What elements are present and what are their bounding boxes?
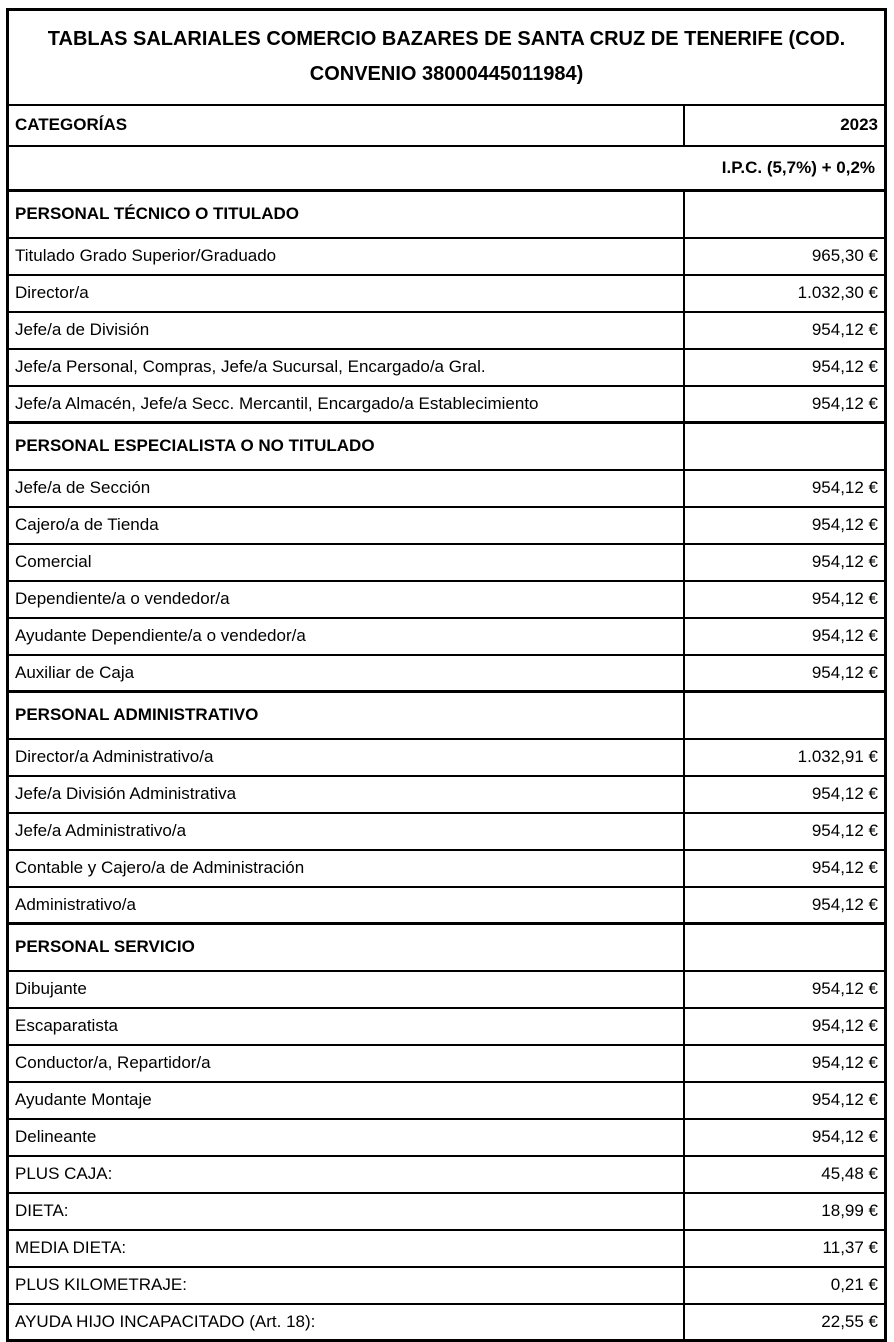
salary-value: 954,12 € bbox=[684, 1119, 886, 1156]
category-label: Administrativo/a bbox=[8, 887, 684, 924]
section-empty-cell bbox=[684, 191, 886, 238]
extra-value: 45,48 € bbox=[684, 1156, 886, 1193]
category-label: Delineante bbox=[8, 1119, 684, 1156]
table-row bbox=[8, 1267, 886, 1304]
extra-label: AYUDA HIJO INCAPACITADO (Art. 18): bbox=[8, 1304, 684, 1341]
ipc-note-row bbox=[8, 146, 886, 191]
table-row bbox=[8, 739, 886, 776]
table-row bbox=[8, 507, 886, 544]
table-row bbox=[8, 1156, 886, 1193]
category-label: Director/a Administrativo/a bbox=[8, 739, 684, 776]
category-label: Conductor/a, Repartidor/a bbox=[8, 1045, 684, 1082]
extra-value: 22,55 € bbox=[684, 1304, 886, 1341]
table-row bbox=[8, 470, 886, 507]
salary-value: 954,12 € bbox=[684, 1008, 886, 1045]
section-title-tecnico: PERSONAL TÉCNICO O TITULADO bbox=[8, 191, 684, 238]
category-label: Jefe/a Administrativo/a bbox=[8, 813, 684, 850]
category-label: Cajero/a de Tienda bbox=[8, 507, 684, 544]
extra-value: 0,21 € bbox=[684, 1267, 886, 1304]
salary-value: 954,12 € bbox=[684, 618, 886, 655]
category-label: Dibujante bbox=[8, 971, 684, 1008]
section-empty-cell bbox=[684, 692, 886, 739]
section-empty-cell bbox=[684, 924, 886, 971]
salary-value: 954,12 € bbox=[684, 349, 886, 386]
table-row bbox=[8, 581, 886, 618]
table-row bbox=[8, 887, 886, 924]
table-row bbox=[8, 386, 886, 423]
table-row bbox=[8, 655, 886, 692]
table-row bbox=[8, 238, 886, 275]
category-label: Contable y Cajero/a de Administración bbox=[8, 850, 684, 887]
section-header-row bbox=[8, 924, 886, 971]
table-row bbox=[8, 1119, 886, 1156]
extra-label: PLUS CAJA: bbox=[8, 1156, 684, 1193]
salary-value: 1.032,30 € bbox=[684, 275, 886, 312]
table-row bbox=[8, 1045, 886, 1082]
table-row bbox=[8, 1230, 886, 1267]
salary-value: 954,12 € bbox=[684, 386, 886, 423]
category-label: Jefe/a de Sección bbox=[8, 470, 684, 507]
salary-value: 954,12 € bbox=[684, 813, 886, 850]
category-label: Jefe/a Personal, Compras, Jefe/a Sucursal, Encargado/a Gral. bbox=[8, 349, 684, 386]
column-header-year: 2023 bbox=[684, 105, 886, 146]
extra-label: DIETA: bbox=[8, 1193, 684, 1230]
table-row bbox=[8, 776, 886, 813]
salary-value: 1.032,91 € bbox=[684, 739, 886, 776]
column-header-categorias: CATEGORÍAS bbox=[8, 105, 684, 146]
table-row bbox=[8, 850, 886, 887]
table-row bbox=[8, 1304, 886, 1341]
salary-value: 954,12 € bbox=[684, 507, 886, 544]
salary-value: 954,12 € bbox=[684, 312, 886, 349]
section-header-row bbox=[8, 191, 886, 238]
table-row bbox=[8, 1008, 886, 1045]
salary-table bbox=[6, 8, 887, 1342]
section-header-row bbox=[8, 423, 886, 470]
salary-value: 954,12 € bbox=[684, 470, 886, 507]
category-label: Ayudante Dependiente/a o vendedor/a bbox=[8, 618, 684, 655]
section-title-especialista: PERSONAL ESPECIALISTA O NO TITULADO bbox=[8, 423, 684, 470]
category-label: Jefe/a de División bbox=[8, 312, 684, 349]
category-label: Director/a bbox=[8, 275, 684, 312]
salary-value: 954,12 € bbox=[684, 776, 886, 813]
category-label: Titulado Grado Superior/Graduado bbox=[8, 238, 684, 275]
category-label: Auxiliar de Caja bbox=[8, 655, 684, 692]
title-row bbox=[8, 10, 886, 105]
ipc-note: I.P.C. (5,7%) + 0,2% bbox=[8, 146, 886, 191]
table-row bbox=[8, 813, 886, 850]
table-row bbox=[8, 312, 886, 349]
extra-label: MEDIA DIETA: bbox=[8, 1230, 684, 1267]
section-title-administrativo: PERSONAL ADMINISTRATIVO bbox=[8, 692, 684, 739]
page-title: TABLAS SALARIALES COMERCIO BAZARES DE SANTA CRUZ DE TENERIFE (COD. CONVENIO 38000445011984) bbox=[8, 10, 886, 105]
section-header-row bbox=[8, 692, 886, 739]
salary-value: 954,12 € bbox=[684, 655, 886, 692]
category-label: Jefe/a Almacén, Jefe/a Secc. Mercantil, Encargado/a Establecimiento bbox=[8, 386, 684, 423]
extra-label: PLUS KILOMETRAJE: bbox=[8, 1267, 684, 1304]
category-label: Ayudante Montaje bbox=[8, 1082, 684, 1119]
table-row bbox=[8, 544, 886, 581]
salary-value: 954,12 € bbox=[684, 971, 886, 1008]
salary-value: 954,12 € bbox=[684, 850, 886, 887]
section-title-servicio: PERSONAL SERVICIO bbox=[8, 924, 684, 971]
salary-value: 954,12 € bbox=[684, 581, 886, 618]
salary-value: 954,12 € bbox=[684, 887, 886, 924]
category-label: Comercial bbox=[8, 544, 684, 581]
salary-value: 965,30 € bbox=[684, 238, 886, 275]
table-row bbox=[8, 618, 886, 655]
table-row bbox=[8, 1082, 886, 1119]
table-row bbox=[8, 275, 886, 312]
salary-value: 954,12 € bbox=[684, 544, 886, 581]
table-row bbox=[8, 1193, 886, 1230]
salary-value: 954,12 € bbox=[684, 1045, 886, 1082]
category-label: Escaparatista bbox=[8, 1008, 684, 1045]
extra-value: 18,99 € bbox=[684, 1193, 886, 1230]
column-header-row bbox=[8, 105, 886, 146]
table-row bbox=[8, 349, 886, 386]
category-label: Jefe/a División Administrativa bbox=[8, 776, 684, 813]
salary-value: 954,12 € bbox=[684, 1082, 886, 1119]
category-label: Dependiente/a o vendedor/a bbox=[8, 581, 684, 618]
table-row bbox=[8, 971, 886, 1008]
extra-value: 11,37 € bbox=[684, 1230, 886, 1267]
section-empty-cell bbox=[684, 423, 886, 470]
